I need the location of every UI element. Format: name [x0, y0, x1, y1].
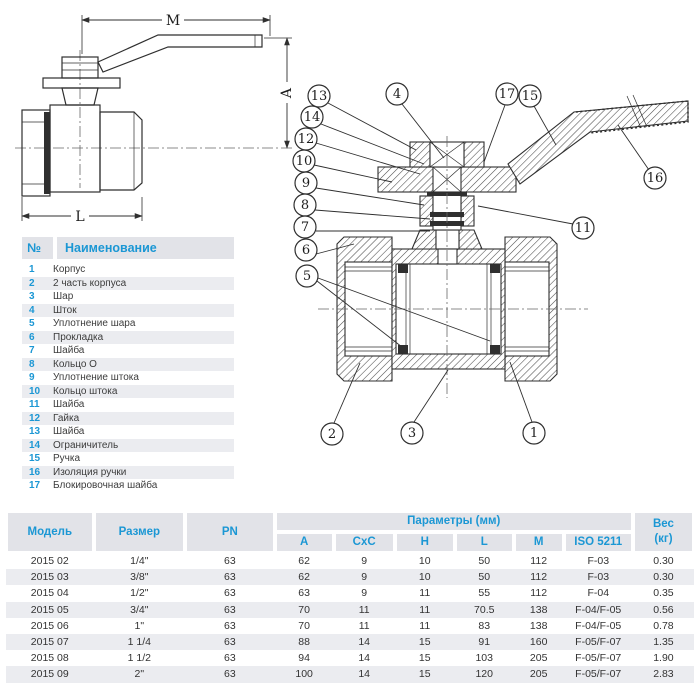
callout-9	[295, 172, 317, 194]
spec-row-2015-05: 2015 05 3/4" 63 70 11 11 70.5 138 F-04/F-05 0.56	[6, 602, 694, 618]
callout-2	[321, 423, 343, 445]
dim-label-a: A	[279, 87, 295, 99]
svg-text:4: 4	[392, 87, 402, 102]
col-header-a: A	[275, 532, 334, 553]
svg-text:12: 12	[297, 132, 315, 147]
dimension-a	[264, 38, 295, 148]
svg-text:15: 15	[521, 89, 539, 104]
parts-list	[22, 237, 234, 493]
parts-row-14: 14 Ограничитель	[22, 439, 234, 453]
spec-table-head	[6, 511, 694, 553]
parts-row-13: 13 Шайба	[29, 426, 85, 438]
col-header-model: Модель	[6, 511, 94, 553]
svg-text:14: 14	[303, 110, 321, 125]
col-header-l: L	[455, 532, 514, 553]
callout-8	[294, 194, 316, 216]
col-header-m: M	[514, 532, 564, 553]
svg-text:10: 10	[295, 154, 313, 169]
svg-text:5: 5	[302, 269, 312, 284]
callout-12	[295, 128, 317, 150]
spec-row-2015-07: 2015 07 1 1/4 63 88 14 15 91 160 F-05/F-07 1.35	[6, 634, 694, 650]
spec-table	[6, 511, 694, 683]
callout-5	[296, 265, 318, 287]
svg-text:2: 2	[327, 427, 337, 442]
svg-text:6: 6	[301, 243, 311, 258]
parts-row-11: 11 Шайба	[29, 399, 85, 411]
parts-header-num: №	[22, 237, 53, 259]
dimension-m	[82, 12, 270, 54]
callout-14	[301, 106, 323, 128]
parts-row-7: 7 Шайба	[29, 345, 85, 357]
callout-7	[294, 216, 316, 238]
col-header-cxc: CxC	[334, 532, 395, 553]
spec-row-2015-02: 2015 02 1/4" 63 62 9 10 50 112 F-03 0.30	[30, 555, 674, 568]
parts-row-10: 10 Кольцо штока	[22, 385, 234, 399]
svg-text:8: 8	[300, 198, 310, 213]
callout-10	[293, 150, 315, 172]
parts-row-5: 5 Уплотнение шара	[29, 318, 136, 330]
dim-label-l: L	[75, 209, 85, 225]
spec-table-container	[6, 511, 694, 683]
callout-11	[572, 217, 594, 239]
side-view-drawing	[15, 12, 295, 225]
parts-row-6: 6 Прокладка	[22, 331, 234, 345]
parts-row-15: 15 Ручка	[29, 453, 81, 465]
parts-list-rows	[22, 263, 234, 493]
parts-row-3: 3 Шар	[29, 291, 74, 303]
svg-text:16: 16	[646, 171, 664, 186]
col-header-pn: PN	[185, 511, 275, 553]
parts-row-2: 2 2 часть корпуса	[22, 277, 234, 291]
callout-6	[295, 239, 317, 261]
spec-row-2015-09: 2015 09 2" 63 100 14 15 120 205 F-05/F-07 2.83	[6, 666, 694, 682]
cross-section-drawing	[293, 83, 688, 445]
parts-list-header	[22, 237, 234, 259]
svg-text:3: 3	[407, 426, 417, 441]
callout-3	[401, 422, 423, 444]
col-header-h: H	[395, 532, 455, 553]
dim-label-m: M	[165, 13, 181, 29]
svg-text:7: 7	[300, 220, 310, 235]
spec-row-2015-08: 2015 08 1 1/2 63 94 14 15 103 205 F-05/F-07 1.90	[30, 652, 674, 665]
parts-header-name: Наименование	[57, 237, 234, 259]
callout-4	[386, 83, 408, 105]
svg-text:17: 17	[498, 87, 516, 102]
col-header-weight: Вес (кг)	[633, 511, 694, 553]
spec-row-2015-04: 2015 04 1/2" 63 63 9 11 55 112 F-04 0.35	[30, 587, 674, 600]
svg-text:9: 9	[301, 176, 311, 191]
callout-15	[519, 85, 541, 107]
svg-text:1: 1	[529, 426, 539, 441]
svg-text:11: 11	[574, 221, 592, 236]
parts-row-8: 8 Кольцо О	[22, 358, 234, 372]
callout-16	[644, 167, 666, 189]
spec-row-2015-06: 2015 06 1" 63 70 11 11 83 138 F-04/F-05 0.78	[30, 619, 674, 632]
spec-table-body	[6, 553, 694, 683]
col-header-params: Параметры (мм)	[275, 511, 633, 532]
col-header-size: Размер	[94, 511, 186, 553]
spec-row-2015-03: 2015 03 3/8" 63 62 9 10 50 112 F-03 0.30	[6, 569, 694, 585]
parts-row-1: 1 Корпус	[29, 264, 86, 276]
parts-row-9: 9 Уплотнение штока	[29, 372, 139, 384]
parts-row-4: 4 Шток	[22, 304, 234, 318]
callout-1	[523, 422, 545, 444]
dimension-l	[22, 197, 142, 225]
callout-17	[496, 83, 518, 105]
col-header-iso: ISO 5211	[564, 532, 633, 553]
parts-row-16: 16 Изоляция ручки	[22, 466, 234, 480]
callout-13	[308, 85, 330, 107]
svg-text:13: 13	[310, 89, 328, 104]
parts-row-17: 17 Блокировочная шайба	[29, 480, 158, 492]
parts-row-12: 12 Гайка	[22, 412, 234, 426]
